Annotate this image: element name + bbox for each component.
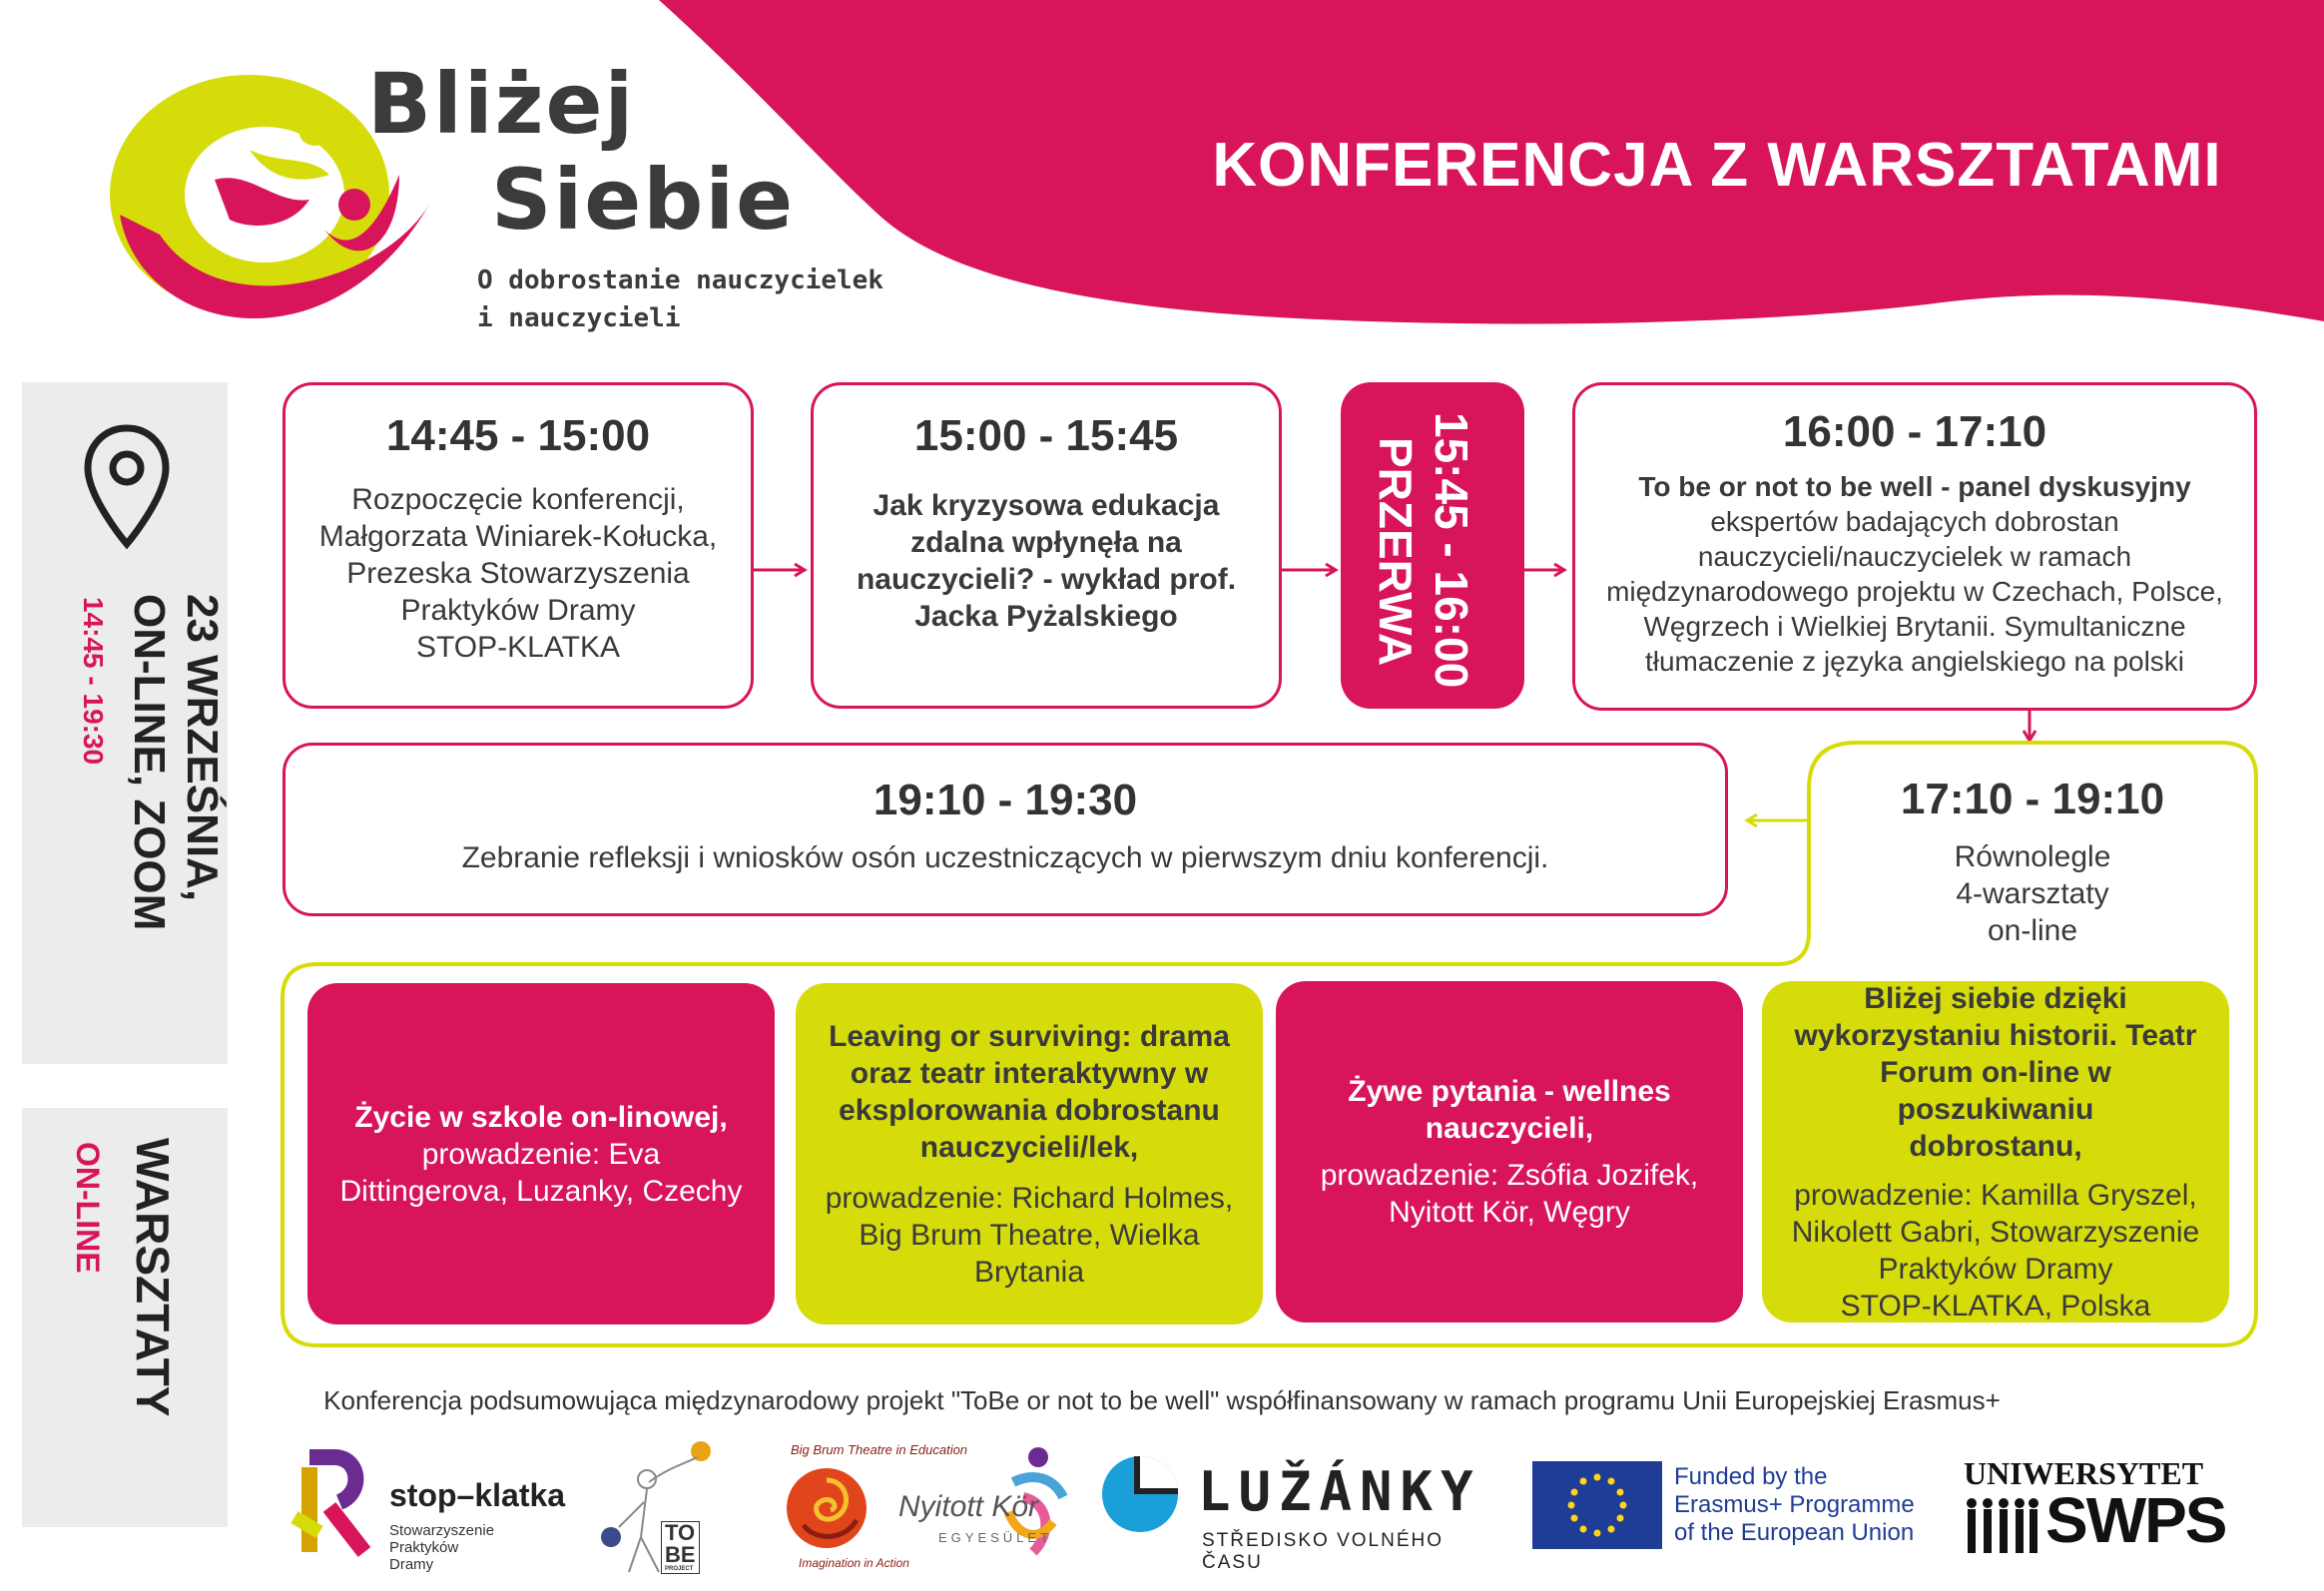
workshop-title: eksplorowania dobrostanu: [839, 1093, 1220, 1127]
session-opening-line: Praktyków Dramy: [400, 594, 636, 627]
break-label: PRZERWA: [1370, 437, 1422, 667]
swps-people-icon: [1962, 1495, 2041, 1555]
workshop-title: Forum on-line w poszukiwaniu: [1880, 1055, 2111, 1126]
big-brum-swirl-icon: [769, 1450, 888, 1560]
session-panel-line: To be or not to be well - panel dyskusyjny: [1638, 471, 2191, 502]
workshop-lead: Nyitott Kör, Węgry: [1389, 1196, 1630, 1229]
conference-title: KONFERENCJA Z WARSZTATAMI: [1212, 131, 2222, 200]
stop-klatka-name: stop–klatka: [389, 1477, 566, 1513]
session-opening-line: Prezeska Stowarzyszenia: [346, 557, 690, 590]
nyitott-kor-sub: EGYESÜLET: [938, 1530, 1053, 1545]
session-opening-time: 14:45 - 15:00: [385, 411, 651, 460]
stop-klatka-icon: [290, 1447, 374, 1562]
workshop-lead: prowadzenie: Eva: [421, 1137, 661, 1171]
big-brum-logo: [769, 1442, 968, 1572]
session-closing-text: Zebranie refleksji i wniosków osón uczestniczących w pierwszym dniu konferencji.: [461, 841, 1549, 874]
break-time: 15:45 - 16:00: [1426, 412, 1477, 689]
big-brum-tagline: Imagination in Action: [799, 1556, 909, 1570]
workshop-title: Leaving or surviving: drama: [829, 1019, 1230, 1053]
nyitott-kor-logo: [898, 1442, 1078, 1572]
event-hours: 14:45 - 19:30: [78, 597, 109, 766]
workshop-card-4: [1762, 981, 2229, 1323]
erasmus-text: [1674, 1463, 1915, 1547]
workshop-lead: Nikolett Gabri, Stowarzyszenie: [1791, 1215, 2200, 1249]
session-lecture-line: Jak kryzysowa edukacja: [872, 489, 1220, 522]
swps-line1: UNIWERSYTET: [1964, 1455, 2204, 1491]
workshop-lead: Praktyków Dramy: [1878, 1252, 2113, 1286]
session-lecture-line: Jacka Pyżalskiego: [914, 600, 1178, 633]
workshop-title: nauczycieli,: [1425, 1112, 1594, 1145]
tobe-to: TO: [665, 1520, 696, 1545]
swps-line2: SWPS: [2045, 1484, 2226, 1556]
workshop-lead: Big Brum Theatre, Wielka: [859, 1218, 1200, 1252]
workshops-label: WARSZTATY: [127, 1138, 179, 1417]
luzanky-name: LUŽÁNKY: [1198, 1460, 1481, 1523]
session-opening-line: Rozpoczęcie konferencji,: [351, 483, 685, 516]
session-panel-line: Węgrzech i Wielkiej Brytanii. Symultaniczne: [1643, 611, 2186, 642]
tobe-project-logo: [589, 1437, 719, 1577]
luzanky-sub: STŘEDISKO VOLNÉHO ČASU: [1202, 1530, 1444, 1573]
session-workshops: [1809, 743, 2256, 964]
workshop-title: Żywe pytania - wellnes: [1348, 1075, 1671, 1108]
footer-note: Konferencja podsumowująca międzynarodowy projekt "ToBe or not to be well" współfinansowany w ramach programu Unii Europejskiej Erasmus+: [323, 1385, 2001, 1415]
workshop-title: nauczycieli/lek,: [919, 1130, 1139, 1164]
luzanky-circle-icon: [1098, 1452, 1183, 1537]
session-panel-time: 16:00 - 17:10: [1782, 407, 2047, 456]
swps-logo: [1962, 1455, 2226, 1565]
session-opening-line: STOP-KLATKA: [416, 631, 620, 664]
workshop-title: dobrostanu,: [1909, 1129, 2082, 1163]
tobe-project: PROJECT: [665, 1566, 694, 1572]
session-workshops-line: on-line: [1987, 914, 2078, 947]
event-date: 23 WRZEŚNIA,: [178, 594, 227, 902]
session-workshops-line: Równolegle: [1954, 840, 2111, 873]
workshop-card-3: [1276, 981, 1743, 1323]
workshop-card-1: [307, 983, 775, 1325]
session-panel-line: tłumaczenie z języka angielskiego na polski: [1644, 646, 2185, 677]
session-lecture-line: zdalna wpłynęła na: [910, 526, 1182, 559]
workshop-title: oraz teatr interaktywny w: [850, 1056, 1209, 1090]
erasmus-line: Erasmus+ Programme: [1674, 1491, 1915, 1518]
big-brum-name: Big Brum Theatre in Education: [791, 1442, 968, 1457]
workshop-lead: Brytania: [973, 1255, 1085, 1289]
workshop-lead: STOP-KLATKA, Polska: [1840, 1289, 2151, 1323]
session-lecture-line: nauczycieli? - wykład prof.: [856, 563, 1237, 596]
workshops-sublabel: ON-LINE: [70, 1142, 106, 1274]
workshop-card-2: [796, 983, 1263, 1325]
workshop-title: Bliżej siebie dzięki: [1864, 981, 2127, 1015]
session-lecture-time: 15:00 - 15:45: [913, 411, 1179, 460]
session-opening-line: Małgorzata Winiarek-Kołucka,: [318, 520, 718, 553]
stop-klatka-sub-line: Stowarzyszenie: [389, 1522, 495, 1539]
workshop-lead: prowadzenie: Kamilla Gryszel,: [1794, 1178, 2197, 1212]
stop-klatka-sub-line: Dramy: [389, 1556, 434, 1573]
workshop-title: wykorzystaniu historii. Teatr: [1794, 1018, 2197, 1052]
workshop-lead: prowadzenie: Richard Holmes,: [825, 1181, 1234, 1215]
session-workshops-time: 17:10 - 19:10: [1900, 775, 2165, 823]
nyitott-kor-name: Nyitott Kör: [898, 1490, 1039, 1523]
tobe-text: [661, 1521, 700, 1574]
eu-flag-icon: [1532, 1461, 1662, 1549]
stop-klatka-sub: [389, 1522, 494, 1573]
luzanky-logo: [1098, 1452, 1497, 1573]
workshop-lead: prowadzenie: Zsófia Jozifek,: [1320, 1159, 1699, 1192]
session-panel-line: nauczycieli/nauczycielek w ramach: [1697, 541, 2132, 572]
logo-subtitle-line1: O dobrostanie nauczycielek: [477, 265, 883, 295]
stop-klatka-sub-line: Praktyków: [389, 1539, 459, 1556]
session-workshops-line: 4-warsztaty: [1956, 877, 2109, 910]
erasmus-logo: [1532, 1459, 1952, 1549]
logo-word-blizej: Bliżej: [367, 55, 636, 153]
erasmus-line: of the European Union: [1674, 1519, 1915, 1546]
logo-subtitle-line2: i nauczycieli: [477, 303, 681, 333]
stop-klatka-logo: [290, 1442, 579, 1577]
tobe-be: BE: [665, 1542, 696, 1567]
erasmus-line: Funded by the: [1674, 1463, 1828, 1490]
session-closing-time: 19:10 - 19:30: [872, 776, 1138, 824]
session-panel-line: międzynarodowego projektu w Czechach, Polsce,: [1606, 576, 2223, 607]
session-panel-line: ekspertów badających dobrostan: [1710, 506, 2119, 537]
workshop-title: Życie w szkole on-linowej,: [354, 1100, 728, 1134]
logo-word-siebie: Siebie: [491, 151, 796, 249]
workshop-lead: Dittingerova, Luzanky, Czechy: [339, 1174, 743, 1208]
event-place: ON-LINE, ZOOM: [125, 594, 174, 931]
